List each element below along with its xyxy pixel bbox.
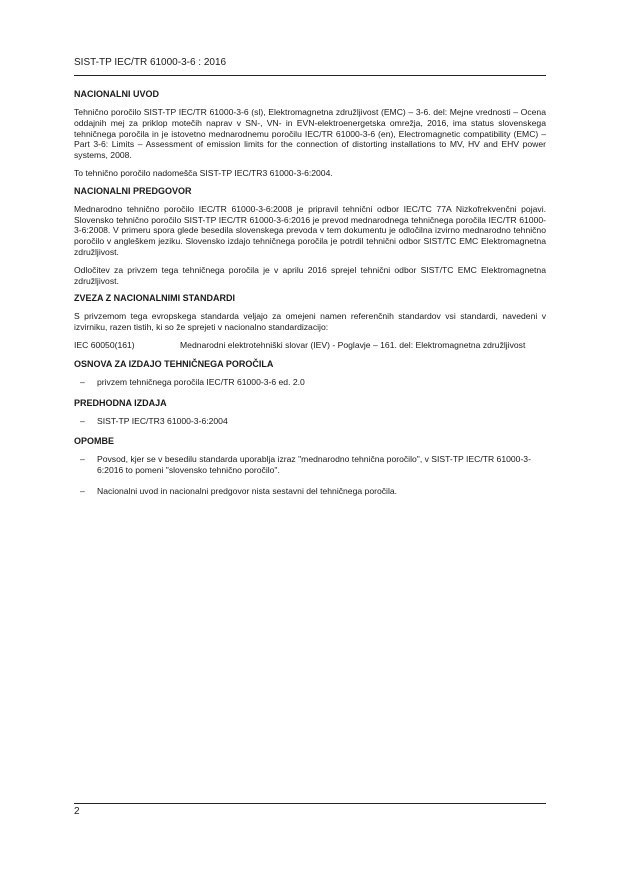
paragraph: To tehnično poročilo nadomešča SIST-TP IEC/TR3 61000-3-6:2004. bbox=[74, 167, 333, 178]
section-heading: PREDHODNA IZDAJA bbox=[74, 397, 167, 408]
section-national-standards bbox=[74, 293, 546, 350]
bullet-list bbox=[74, 416, 546, 427]
list-item-text: Nacionalni uvod in nacionalni predgovor nista sestavni del tehničnega poročila. bbox=[97, 485, 398, 496]
header-divider bbox=[74, 75, 546, 76]
dash-bullet: – bbox=[80, 485, 85, 496]
reference-row bbox=[74, 340, 546, 351]
section-heading: NACIONALNI PREDGOVOR bbox=[74, 185, 192, 196]
section-previous-edition bbox=[74, 398, 546, 427]
reference-code: IEC 60050(161) bbox=[74, 339, 135, 350]
section-national-introduction bbox=[74, 89, 546, 179]
list-item-text: privzem tehničnega poročila IEC/TR 61000-3-6 ed. 2.0 bbox=[97, 376, 305, 387]
section-heading: NACIONALNI UVOD bbox=[74, 89, 159, 99]
paragraph: Tehnično poročilo SIST-TP IEC/TR 61000-3-6 (sl), Elektromagnetna združljivost (EMC) – 3-6. del: Mejne vrednosti – Ocena oddajnih mej za priklop motečih naprav v SN-, VN- in EVN-elektroenergetska omrežja, 2016, ima status slovenskega tehničnega poročila in je istovetno mednarodnemu poročilu IEC/TR 61000-3-6 (en), Electromagnetic compatibility (EMC) – Part 3-6: Limits – Assessment of emission limits for the connection of distorting installations to MV, HV and EHV power systems, 2008. bbox=[74, 107, 546, 161]
paragraph: S privzemom tega evropskega standarda veljajo za omejeni namen referenčnih standardov vsi standardi, navedeni v izvirniku, razen tistih, ki so že sprejeti v nacionalno standardizacijo: bbox=[74, 311, 546, 333]
dash-bullet: – bbox=[80, 376, 85, 387]
running-header: SIST-TP IEC/TR 61000-3-6 : 2016 bbox=[74, 57, 227, 68]
list-item bbox=[74, 486, 546, 497]
page-number: 2 bbox=[74, 806, 80, 817]
list-item-text: Povsod, kjer se v besedilu standarda uporablja izraz "mednarodno tehnična poročilo", v SIST-TP IEC/TR 61000-3-6:2016 to pomeni "slovensko tehnično poročilo". bbox=[97, 454, 531, 476]
dash-bullet: – bbox=[80, 415, 85, 426]
list-item bbox=[74, 377, 546, 388]
paragraph: Mednarodno tehnično poročilo IEC/TR 61000-3-6:2008 je pripravil tehnični odbor IEC/TC 77A Nizkofrekvenčni pojavi. Slovensko tehnično poročilo SIST-TP IEC/TR 61000-3-6:2016 je prevod mednarodnega tehničnega poročila IEC/TR 61000-3-6:2008. V primeru spora glede besedila slovenskega prevoda v tem dokumentu je odločilna izvirno mednarodno tehnično poročilo v angleškem jeziku. Slovensko izdajo tehničnega poročila je potrdil tehnični odbor SIST/TC EMC Elektromagnetna združljivost. bbox=[74, 203, 546, 257]
list-item bbox=[74, 416, 546, 427]
bullet-list bbox=[74, 377, 546, 388]
section-national-foreword bbox=[74, 186, 546, 287]
page-content bbox=[74, 89, 546, 507]
paragraph: Odločitev za privzem tega tehničnega poročila je v aprilu 2016 sprejel tehnični odbor SIST/TC EMC Elektromagnetna združljivost. bbox=[74, 264, 546, 286]
section-heading: OPOMBE bbox=[74, 436, 115, 447]
section-heading: ZVEZA Z NACIONALNIMI STANDARDI bbox=[74, 293, 235, 304]
footer-divider bbox=[74, 803, 546, 804]
section-notes bbox=[74, 436, 546, 496]
section-publication-basis bbox=[74, 359, 546, 388]
reference-title: Mednarodni elektrotehniški slovar (IEV) - Poglavje – 161. del: Elektromagnetna združljivost bbox=[180, 339, 526, 350]
dash-bullet: – bbox=[80, 454, 85, 465]
bullet-list bbox=[74, 454, 546, 496]
list-item-text: SIST-TP IEC/TR3 61000-3-6:2004 bbox=[97, 415, 228, 426]
list-item bbox=[74, 454, 546, 476]
section-heading: OSNOVA ZA IZDAJO TEHNIČNEGA POROČILA bbox=[74, 358, 274, 369]
